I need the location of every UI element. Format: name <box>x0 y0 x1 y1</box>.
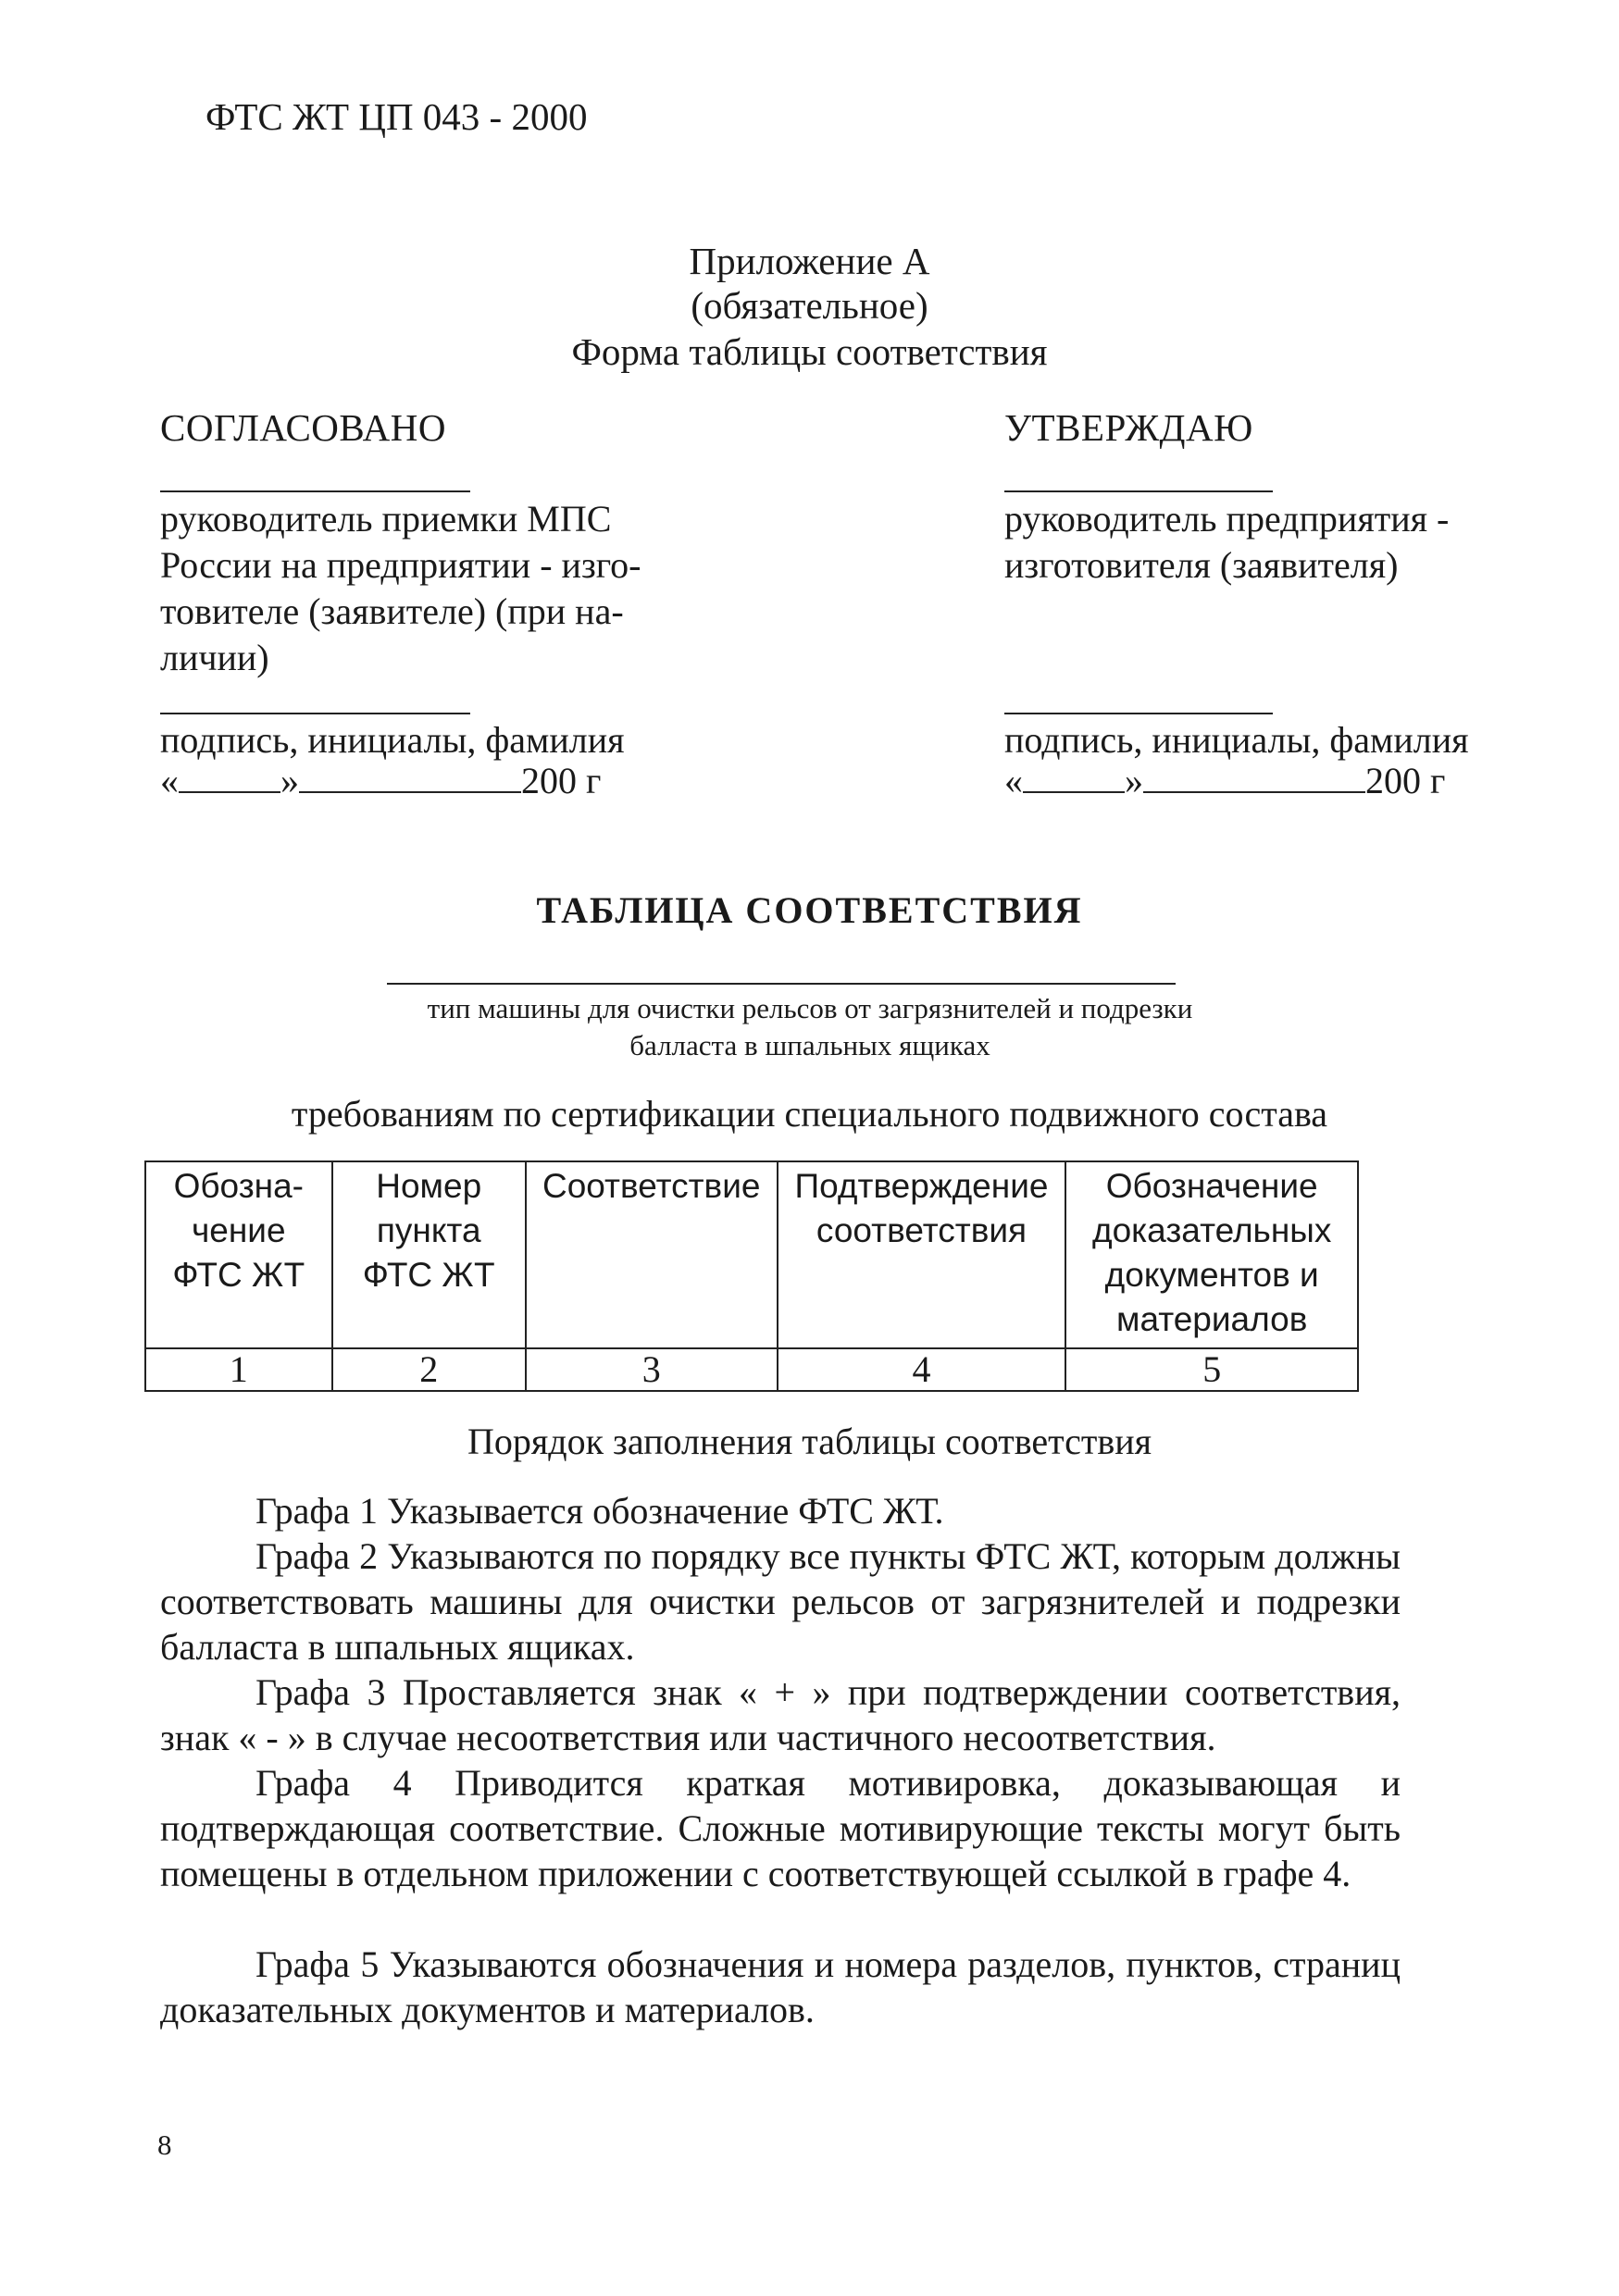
page-number: 8 <box>157 2128 172 2161</box>
paragraph-column-4 <box>160 1760 1401 1896</box>
paragraph-text: Графа 1 Указывается обозначение ФТС ЖТ. <box>255 1490 944 1532</box>
requirements-line: требованиям по сертификации специального подвижного состава <box>291 1093 1328 1135</box>
table-number-row <box>145 1348 1358 1391</box>
paragraph-column-3 <box>160 1669 1401 1760</box>
filling-order-title: Порядок заполнения таблицы соответствия <box>467 1421 1152 1462</box>
header-item-number <box>332 1161 526 1348</box>
approve-signature-line <box>1004 490 1273 492</box>
machine-type-caption <box>278 990 1342 1064</box>
header-text: Обозна- <box>173 1167 304 1205</box>
agreed-role <box>160 496 753 681</box>
column-number: 4 <box>778 1348 1066 1391</box>
date-year: 200 г <box>521 760 602 801</box>
date-day-blank <box>1023 760 1125 793</box>
conformity-table <box>144 1160 1359 1392</box>
header-text: соответствия <box>816 1211 1027 1249</box>
header-text: документов и <box>1104 1256 1319 1294</box>
agreed-role-line: личии) <box>160 637 269 678</box>
appendix-title: Приложение А <box>689 240 930 282</box>
header-text: доказательных <box>1092 1211 1332 1249</box>
paragraph-column-5 <box>160 1942 1401 2032</box>
machine-type-blank-line <box>387 983 1176 985</box>
header-text: ФТС ЖТ <box>362 1256 495 1294</box>
agreed-date <box>160 759 601 802</box>
header-text: чение <box>192 1211 286 1249</box>
date-month-blank <box>1143 760 1365 793</box>
header-evidence-documents <box>1065 1161 1358 1348</box>
form-title: Форма таблицы соответствия <box>571 330 1048 373</box>
header-confirmation <box>778 1161 1066 1348</box>
approve-name-line <box>1004 713 1273 714</box>
conformity-table-title: ТАБЛИЦА СООТВЕТСТВИЯ <box>536 889 1083 931</box>
table-header-row <box>145 1161 1358 1348</box>
header-conformity <box>526 1161 778 1348</box>
paragraph-text: Графа 2 Указываются по порядку все пункты ФТС ЖТ, которым должны соответствовать машины для очистки рельсов от загрязнителей и подрезки балласта в шпальных ящиках. <box>160 1535 1401 1668</box>
date-quote-open: « <box>160 760 179 801</box>
paragraph-column-2 <box>160 1533 1401 1669</box>
date-day-blank <box>179 760 280 793</box>
paragraph-column-1 <box>160 1488 1401 1533</box>
header-text: ФТС ЖТ <box>172 1256 305 1294</box>
header-text: материалов <box>1116 1300 1308 1338</box>
header-text: Соответствие <box>542 1167 761 1205</box>
approve-role <box>1004 496 1597 589</box>
paragraph-text: Графа 5 Указываются обозначения и номера разделов, пунктов, страниц доказательных документов и материалов. <box>160 1943 1401 2030</box>
machine-type-line: тип машины для очистки рельсов от загрязнителей и подрезки <box>427 992 1193 1024</box>
agreed-role-line: товителе (заявителе) (при на- <box>160 590 624 632</box>
date-month-blank <box>299 760 521 793</box>
header-text: Подтверждение <box>794 1167 1049 1205</box>
agreed-name-line <box>160 713 470 714</box>
date-quote-close: » <box>280 760 299 801</box>
header-text: Обозначение <box>1105 1167 1318 1205</box>
column-number: 2 <box>332 1348 526 1391</box>
column-number: 5 <box>1065 1348 1358 1391</box>
machine-type-line: балласта в шпальных ящиках <box>629 1029 990 1061</box>
approve-date <box>1004 759 1445 802</box>
agreed-signature-line <box>160 490 470 492</box>
agreed-role-line: руководитель приемки МПС <box>160 498 612 540</box>
approve-signature-caption: подпись, инициалы, фамилия <box>1004 719 1469 761</box>
agreed-heading: СОГЛАСОВАНО <box>160 406 446 449</box>
date-year: 200 г <box>1365 760 1446 801</box>
approve-role-line: руководитель предприятия - <box>1004 498 1450 540</box>
agreed-signature-caption: подпись, инициалы, фамилия <box>160 719 625 761</box>
agreed-role-line: России на предприятии - изго- <box>160 544 641 586</box>
date-quote-open: « <box>1004 760 1023 801</box>
date-quote-close: » <box>1125 760 1143 801</box>
column-number: 3 <box>526 1348 778 1391</box>
appendix-status: (обязательное) <box>691 284 928 327</box>
header-text: пункта <box>376 1211 481 1249</box>
approve-heading: УТВЕРЖДАЮ <box>1004 406 1253 449</box>
document-code: ФТС ЖТ ЦП 043 - 2000 <box>205 95 588 138</box>
column-number: 1 <box>145 1348 332 1391</box>
paragraph-text: Графа 4 Приводится краткая мотивировка, доказывающая и подтверждающая соответствие. Сложные мотивирующие тексты могут быть помещены в отдельном приложении с соответствующей ссылкой в графе 4. <box>160 1762 1401 1894</box>
header-text: Номер <box>376 1167 482 1205</box>
header-designation <box>145 1161 332 1348</box>
paragraph-text: Графа 3 Проставляется знак « + » при подтверждении соответствия, знак « - » в случае несоответствия или частичного несоответствия. <box>160 1671 1401 1758</box>
approve-role-line: изготовителя (заявителя) <box>1004 544 1399 586</box>
